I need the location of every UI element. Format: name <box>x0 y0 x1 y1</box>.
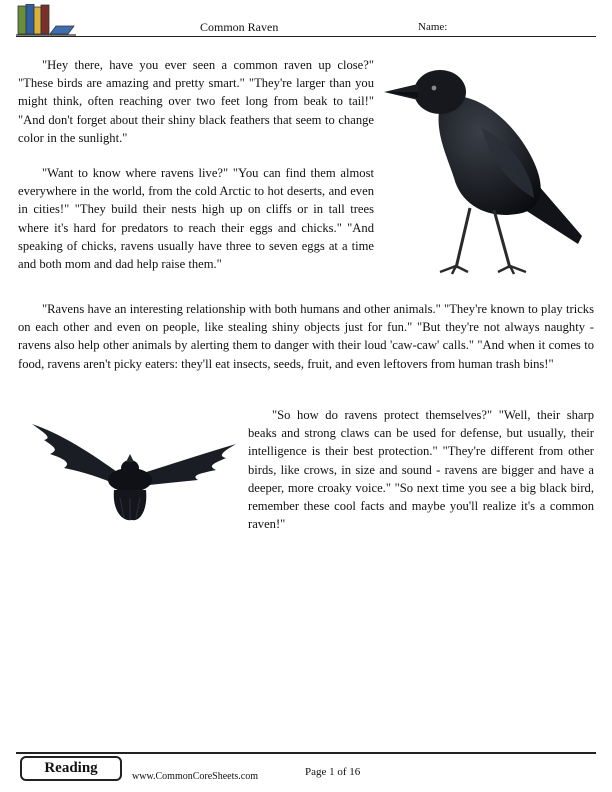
paragraph-text: "Want to know where ravens live?" "You can find them almost everywhere in the world, from the cold Arctic to hot deserts, and even in cities!" "They build their nests high up on cliffs or in tall trees where it's hard for predators to reach their eggs and chicks." "And speaking of chicks, ravens usually have three to seven eggs at a time and both mom and dad help raise them." <box>18 166 374 272</box>
website-label: www.CommonCoreSheets.com <box>132 771 259 782</box>
header-divider <box>16 36 596 37</box>
paragraph-relationships <box>18 300 594 373</box>
name-label: Name: <box>418 21 448 33</box>
paragraph-protection <box>248 406 594 533</box>
books-logo-icon <box>16 4 76 38</box>
footer-divider <box>16 752 596 754</box>
paragraph-habitat <box>18 164 374 273</box>
flying-raven-image <box>22 414 242 526</box>
paragraph-appearance <box>18 56 374 147</box>
paragraph-text: "Hey there, have you ever seen a common raven up close?" "These birds are amazing and pretty smart." "They're larger than you might think, often reaching over two feet long from beak to tail!" "And don't forget about their shiny black feathers that seem to change color in the sunlight." <box>18 58 374 145</box>
standing-raven-image <box>382 58 588 280</box>
paragraph-text: "Ravens have an interesting relationship with both humans and other animals." "They're known to play tricks on each other and even on people, like stealing shiny objects just for fun." "But they're not always naughty - ravens also help other animals by alerting them to danger with their loud 'caw-caw' calls." "And when it comes to food, ravens aren't picky eaters: they'll eat insects, seeds, fruit, and even leftovers from human trash bins!" <box>18 302 594 371</box>
subject-badge: Reading <box>20 756 122 781</box>
paragraph-text: "So how do ravens protect themselves?" "Well, their sharp beaks and strong claws can be used for defense, but usually, their intelligence is their best protection." "They're different from other birds, like crows, in size and sound - ravens are bigger and have a deeper, more croaky voice." "So next time you see a big black bird, remember these cool facts and maybe you'll realize it's a common raven!" <box>248 408 594 532</box>
page-number: Page 1 of 16 <box>305 766 361 778</box>
page-title: Common Raven <box>200 20 279 34</box>
